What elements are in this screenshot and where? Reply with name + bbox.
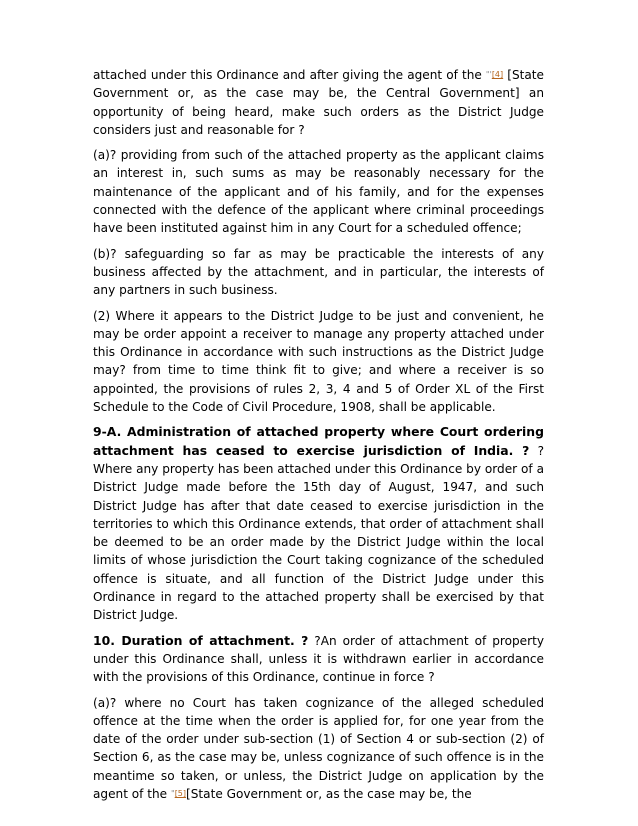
paragraph-7-text-b: [State Government or, as the case may be, the [186, 786, 472, 801]
footnote-link-4[interactable]: [4] [491, 70, 504, 79]
paragraph-1-text-b: [State Government or, as the case may be, the Central Government] an opportunity of being heard, make such orders as the District Judge considers just and reasonable for ? [93, 68, 544, 137]
footnote-ref-4[interactable] [486, 70, 503, 79]
paragraph-3: (b)? safeguarding so far as may be practicable the interests of any business affected by the attachment, and in particular, the interests of any partners in such business. [93, 246, 544, 298]
paragraph-7 [93, 694, 544, 804]
section-10-heading: 10. Duration of attachment. ? [93, 632, 309, 648]
footnote-mark: "' [485, 70, 492, 79]
section-10 [93, 632, 544, 687]
section-9a-body: ? Where any property has been attached under this Ordinance by order of a District Judge made before the 15th day of August, 1947, and such District Judge has after that date ceased to exercise jurisdiction in the territories to which this Ordinance extends, that order of attachment shall be deemed to be an order made by the District Judge within the local limits of whose jurisdiction the Court taking cognizance of the scheduled offence is situate, and all function of the District Judge under this Ordinance in regard to the attached property shall be exercised by that District Judge. [93, 443, 544, 623]
section-9a-heading: 9-A. Administration of attached property where Court ordering attachment has ceased to exercise jurisdiction of India. ? [93, 424, 544, 458]
footnote-ref-5[interactable] [171, 789, 186, 798]
paragraph-1-text-a: attached under this Ordinance and after giving the agent of the [93, 68, 482, 82]
section-10-body: ?An order of attachment of property under this Ordinance shall, unless it is withdrawn earlier in accordance with the provisions of this Ordinance, continue in force ? [93, 633, 544, 685]
document-page [93, 66, 544, 810]
paragraph-1 [93, 66, 544, 139]
footnote-link-5[interactable]: [5] [174, 788, 187, 798]
section-9a [93, 423, 544, 624]
paragraph-7-text-a: (a)? where no Court has taken cognizance of the alleged scheduled offence at the time when the order is applied for, for one year from the date of the order under sub-section (1) of Section 4 or sub-section (2) of Section 6, as the case may be, unless cognizance of such offence is in the meantime so taken, or unless, the District Judge on application by the agent of the [93, 695, 544, 801]
footnote-mark: " [171, 788, 175, 798]
paragraph-2: (a)? providing from such of the attached property as the applicant claims an interest in, such sums as may be reasonably necessary for the maintenance of the applicant and of his family, and for the expenses connected with the defence of the applicant where criminal proceedings have been instituted against him in any Court for a scheduled offence; [93, 148, 544, 236]
paragraph-4: (2) Where it appears to the District Judge to be just and convenient, he may be order appoint a receiver to manage any property attached under this Ordinance in accordance with such instructions as the District Judge may? from time to time think fit to give; and where a receiver is so appointed, the provisions of rules 2, 3, 4 and 5 of Order XL of the First Schedule to the Code of Civil Procedure, 1908, shall be applicable. [93, 308, 544, 415]
